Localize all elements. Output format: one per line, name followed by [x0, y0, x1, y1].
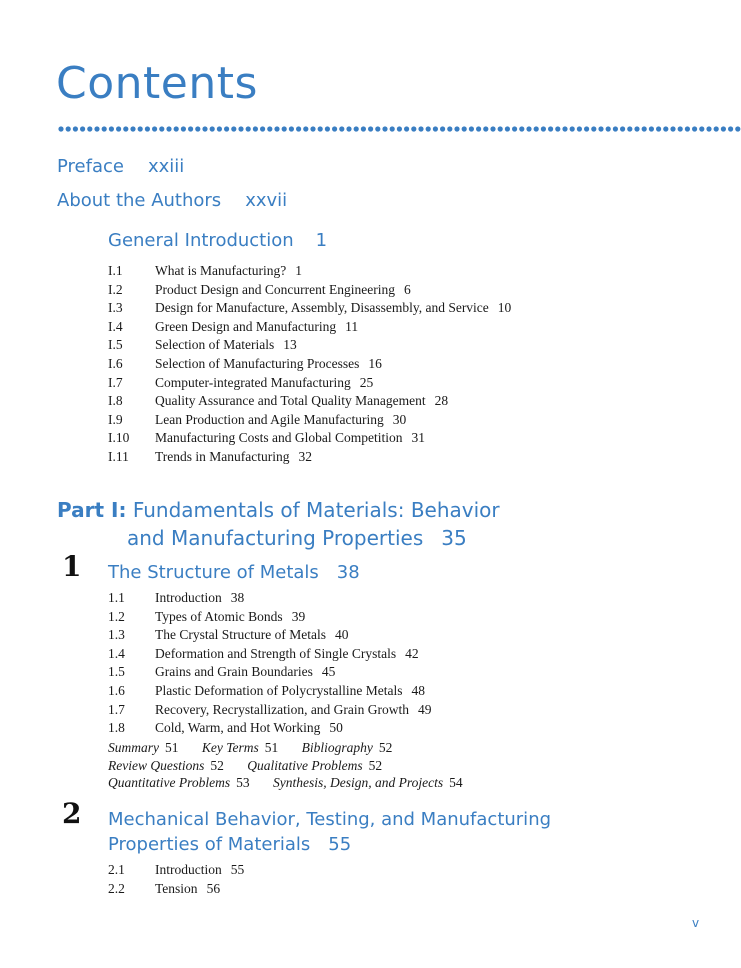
- section-page: 55: [230, 862, 245, 877]
- chapter1-end-matter: [108, 739, 483, 792]
- toc-section-row[interactable]: [108, 299, 511, 318]
- extra-page: 54: [449, 775, 463, 791]
- page-title: Contents: [56, 58, 258, 109]
- section-title: Types of Atomic Bonds: [155, 608, 283, 624]
- chapter2-sections: [108, 861, 244, 898]
- section-number: I.6: [108, 355, 123, 371]
- section-title: Manufacturing Costs and Global Competition: [155, 430, 403, 446]
- section-number: 1.1: [108, 590, 125, 605]
- section-title: Quality Assurance and Total Quality Management: [155, 393, 426, 409]
- page-number: v: [692, 916, 700, 930]
- toc-chapter-heading[interactable]: [108, 560, 360, 585]
- toc-section-row[interactable]: [108, 861, 244, 880]
- chapter-page: 55: [328, 834, 352, 855]
- extra-label: Qualitative Problems: [247, 757, 363, 773]
- entry-page: 1: [315, 230, 328, 251]
- extra-page: 52: [368, 757, 383, 773]
- toc-section-row[interactable]: [108, 719, 432, 738]
- toc-section-row[interactable]: [108, 880, 244, 899]
- extra-label: Synthesis, Design, and Projects: [272, 775, 444, 791]
- toc-section-row[interactable]: [108, 411, 511, 430]
- toc-entry-preface[interactable]: [57, 156, 184, 177]
- toc-extra-review-questions[interactable]: [108, 758, 224, 773]
- chapter1-sections: [108, 589, 432, 738]
- section-title: Lean Production and Agile Manufacturing: [155, 411, 384, 427]
- section-number: I.8: [108, 393, 123, 409]
- extra-page: 51: [165, 740, 179, 755]
- section-number: I.4: [108, 318, 123, 334]
- section-number: I.1: [108, 263, 123, 278]
- section-title: Recovery, Recrystallization, and Grain Growth: [155, 701, 410, 717]
- toc-section-row[interactable]: [108, 626, 432, 645]
- toc-chapter-heading[interactable]: [108, 807, 551, 857]
- toc-extra-synthesis[interactable]: [273, 775, 463, 790]
- toc-section-row[interactable]: [108, 336, 511, 355]
- section-number: 2.1: [108, 862, 125, 877]
- section-page: 31: [411, 430, 425, 446]
- section-title: What is Manufacturing?: [155, 263, 287, 278]
- toc-extra-qualitative-problems[interactable]: [247, 758, 382, 773]
- toc-section-row[interactable]: [108, 374, 511, 393]
- section-title: Computer-integrated Manufacturing: [155, 374, 351, 390]
- entry-label: About the Authors: [57, 190, 222, 211]
- section-title: Product Design and Concurrent Engineering: [155, 281, 395, 297]
- section-title: Introduction: [155, 590, 222, 605]
- extra-label: Review Questions: [108, 757, 205, 773]
- section-number: 1.8: [108, 720, 125, 736]
- part-title-line2: and Manufacturing Properties: [127, 526, 424, 550]
- section-title: Plastic Deformation of Polycrystalline Metals: [155, 682, 403, 698]
- section-number: I.10: [108, 430, 130, 446]
- section-number: 1.7: [108, 701, 125, 717]
- entry-page: xxiii: [147, 156, 185, 177]
- extra-label: Bibliography: [301, 740, 373, 755]
- toc-section-row[interactable]: [108, 645, 432, 664]
- section-title: The Crystal Structure of Metals: [155, 627, 326, 643]
- toc-extra-summary[interactable]: [108, 740, 179, 755]
- section-title: Introduction: [155, 862, 222, 877]
- section-page: 6: [403, 281, 411, 297]
- section-page: 30: [392, 411, 407, 427]
- toc-section-row[interactable]: [108, 318, 511, 337]
- section-page: 48: [411, 682, 425, 698]
- section-title: Cold, Warm, and Hot Working: [155, 720, 321, 736]
- toc-section-row[interactable]: [108, 281, 511, 300]
- section-page: 56: [206, 880, 221, 896]
- extra-label: Quantitative Problems: [108, 775, 231, 791]
- section-number: I.2: [108, 281, 123, 297]
- section-page: 1: [295, 263, 302, 278]
- part-label: Part I:: [57, 498, 127, 522]
- section-page: 13: [283, 337, 297, 353]
- toc-extra-bibliography[interactable]: [302, 740, 393, 755]
- section-page: 32: [298, 448, 312, 464]
- extra-label: Summary: [108, 740, 159, 755]
- entry-page: xxvii: [245, 190, 288, 211]
- section-page: 40: [334, 627, 349, 643]
- section-title: Tension: [155, 880, 198, 896]
- toc-section-row[interactable]: [108, 448, 511, 467]
- section-page: 11: [345, 318, 359, 334]
- toc-section-row[interactable]: [108, 682, 432, 701]
- extra-page: 51: [264, 740, 279, 755]
- toc-section-row[interactable]: [108, 701, 432, 720]
- section-title: Deformation and Strength of Single Crystals: [155, 645, 397, 661]
- toc-entry-general-introduction[interactable]: [108, 230, 327, 251]
- section-page: 49: [418, 701, 432, 717]
- extra-page: 53: [236, 775, 250, 791]
- toc-section-row[interactable]: [108, 392, 511, 411]
- toc-section-row[interactable]: [108, 608, 432, 627]
- chapter-number: 2: [62, 797, 82, 830]
- extra-label: Key Terms: [201, 740, 259, 755]
- toc-entry-about-the-authors[interactable]: [57, 190, 287, 211]
- dotted-rule: [58, 121, 741, 137]
- section-number: 1.4: [108, 645, 125, 661]
- toc-section-row[interactable]: [108, 429, 511, 448]
- toc-section-row[interactable]: [108, 355, 511, 374]
- extra-page: 52: [210, 757, 224, 773]
- section-page: 39: [291, 608, 306, 624]
- chapter-title-line2: Properties of Materials: [108, 834, 311, 855]
- section-number: 2.2: [108, 880, 125, 896]
- chapter-page: 38: [336, 562, 360, 583]
- part-page: 35: [441, 526, 467, 550]
- section-title: Design for Manufacture, Assembly, Disassembly, and Service: [155, 300, 489, 316]
- section-number: I.9: [108, 411, 123, 427]
- section-number: 1.2: [108, 608, 125, 624]
- section-title: Selection of Materials: [155, 337, 275, 353]
- chapter-title: The Structure of Metals: [108, 562, 319, 583]
- section-number: 1.5: [108, 664, 125, 680]
- section-number: 1.3: [108, 627, 125, 643]
- general-introduction-sections: [108, 262, 511, 467]
- chapter-number: 1: [62, 550, 82, 583]
- section-number: I.3: [108, 300, 123, 316]
- section-title: Trends in Manufacturing: [155, 448, 290, 464]
- toc-part-heading[interactable]: [57, 496, 500, 552]
- section-page: 42: [405, 645, 419, 661]
- section-page: 16: [368, 355, 382, 371]
- extra-page: 52: [378, 740, 393, 755]
- section-page: 28: [434, 393, 449, 409]
- toc-extra-quantitative-problems[interactable]: [108, 775, 250, 790]
- section-number: 1.6: [108, 682, 125, 698]
- section-number: I.11: [108, 448, 129, 464]
- section-number: I.5: [108, 337, 123, 353]
- section-page: 50: [329, 720, 343, 736]
- section-title: Green Design and Manufacturing: [155, 318, 337, 334]
- toc-section-row[interactable]: [108, 663, 432, 682]
- part-title-line1: Fundamentals of Materials: Behavior: [132, 498, 500, 522]
- section-page: 45: [321, 664, 336, 680]
- section-page: 25: [359, 374, 374, 390]
- entry-label: Preface: [57, 156, 124, 177]
- toc-extra-key-terms[interactable]: [202, 740, 278, 755]
- toc-section-row[interactable]: [108, 262, 511, 281]
- entry-label: General Introduction: [108, 230, 294, 251]
- toc-section-row[interactable]: [108, 589, 432, 608]
- section-title: Selection of Manufacturing Processes: [155, 355, 360, 371]
- section-title: Grains and Grain Boundaries: [155, 664, 313, 680]
- section-number: I.7: [108, 374, 123, 390]
- section-page: 38: [230, 590, 245, 605]
- chapter-title-line1: Mechanical Behavior, Testing, and Manufacturing: [108, 809, 552, 830]
- section-page: 10: [497, 300, 512, 316]
